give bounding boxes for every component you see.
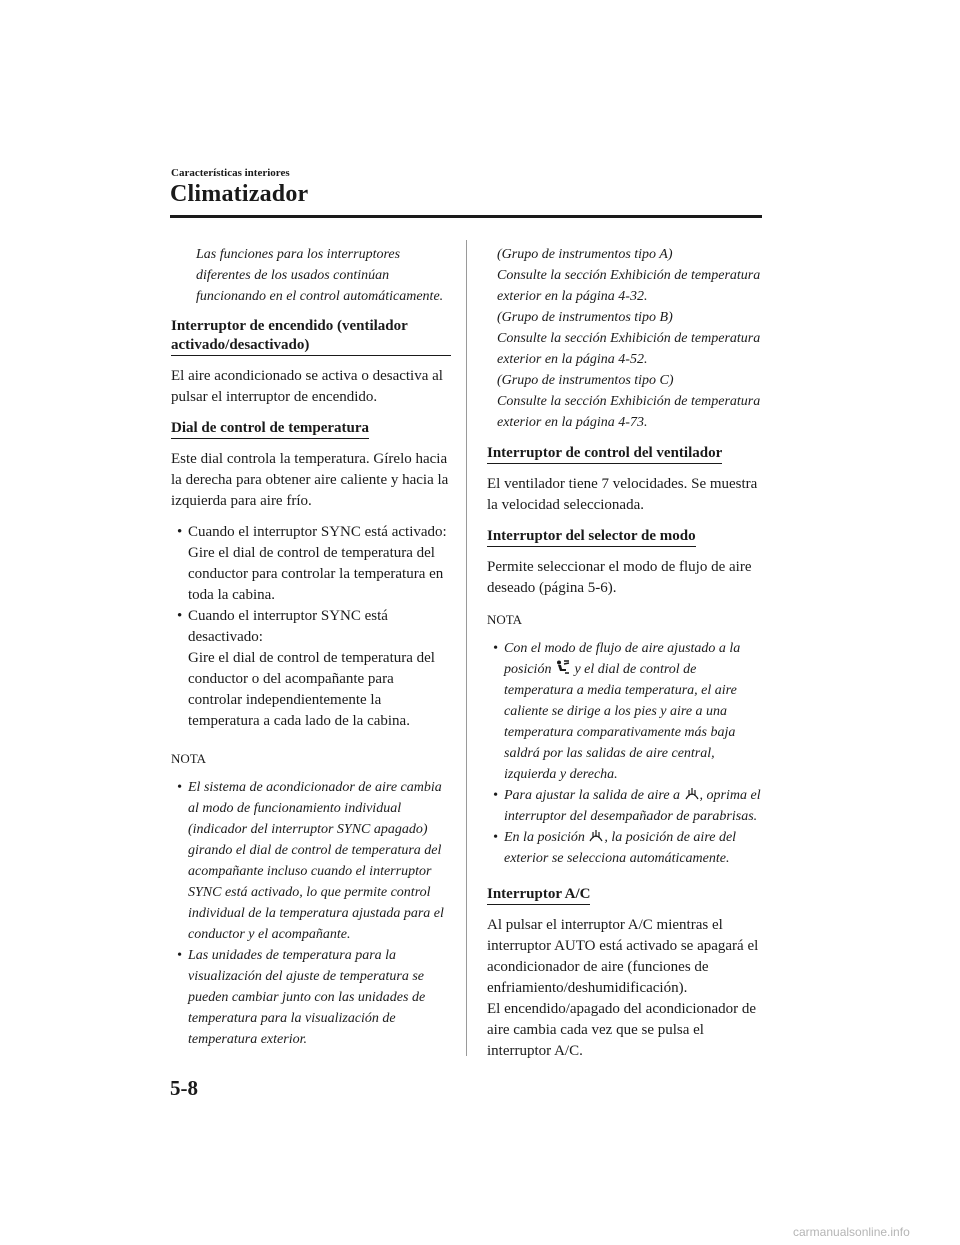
intro-note: Las funciones para los interruptores diferentes de los usados continúan funcionando en el control automáticamente. xyxy=(196,247,444,304)
temperature-dial-heading: Dial de control de temperatura xyxy=(171,419,369,439)
list-item xyxy=(491,827,767,869)
list-item xyxy=(175,522,451,606)
bullet-icon: • xyxy=(493,641,498,656)
list-item-text: Cuando el interruptor SYNC está desactivado: Gire el dial de control de temperatura del conductor o del acompañante para controlar independientemente la temperatura a cada lado de la cabina. xyxy=(188,608,435,729)
list-item-text: En la posición xyxy=(504,830,585,845)
list-item-text: Cuando el interruptor SYNC está activado: Gire el dial de control de temperatura del conductor para controlar la temperatura en toda la cabina. xyxy=(188,524,447,603)
list-item-text: Para ajustar la salida de aire a xyxy=(504,788,681,803)
defroster-icon xyxy=(684,786,700,801)
list-item xyxy=(175,777,451,945)
right-column xyxy=(487,244,767,1072)
bullet-icon: • xyxy=(177,524,183,540)
bullet-icon: • xyxy=(493,830,498,845)
column-divider xyxy=(466,240,467,1056)
note-list xyxy=(171,777,451,1050)
page-number: 5-8 xyxy=(170,1076,198,1100)
list-item xyxy=(175,606,451,732)
bullet-icon: • xyxy=(177,948,182,963)
list-item xyxy=(491,785,767,827)
ac-switch-text: Al pulsar el interruptor A/C mientras el interruptor AUTO está activado se apagará el acondicionador de aire (funciones de enfriamiento/deshumidificación). El encendido/apagado del acondicionador de aire cambia cada vez que se pulsa el interruptor A/C. xyxy=(487,917,759,1059)
mode-selector-text: Permite seleccionar el modo de flujo de aire deseado (página 5-6). xyxy=(487,559,752,596)
fan-control-heading: Interruptor de control del ventilador xyxy=(487,444,722,464)
mode-selector-heading: Interruptor del selector de modo xyxy=(487,527,696,547)
feet-windshield-mode-icon xyxy=(555,660,571,675)
fan-control-text: El ventilador tiene 7 velocidades. Se muestra la velocidad seleccionada. xyxy=(487,476,758,513)
list-item-text: , la posición de aire del exterior se selecciona automáticamente. xyxy=(504,830,737,866)
watermark: carmanualsonline.info xyxy=(793,1225,910,1239)
list-item-text: , oprima el interruptor del desempañador de parabrisas. xyxy=(504,788,761,824)
bullet-icon: • xyxy=(177,780,182,795)
page-title: Climatizador xyxy=(170,181,309,207)
cluster-reference: (Grupo de instrumentos tipo A) Consulte la sección Exhibición de temperatura exterior en la página 4-32. (Grupo de instrumentos tipo B) Consulte la sección Exhibición de temperatura exterior en la página 4-52. (Grupo de instrumentos tipo C) Consulte la sección Exhibición de temperatura exterior en la página 4-73. xyxy=(497,247,761,430)
list-item-text: El sistema de acondicionador de aire cambia al modo de funcionamiento individual (indicador del interruptor SYNC apagado) girando el dial de control de temperatura del acompañante incluso cuando el interruptor SYNC está activado, lo que permite control individual de la temperatura ajustada para el conductor y el acompañante. xyxy=(188,780,444,942)
section-label: Características interiores xyxy=(171,167,290,179)
temperature-list xyxy=(171,522,451,732)
list-item xyxy=(491,638,767,785)
list-item xyxy=(175,945,451,1050)
left-column xyxy=(171,244,451,1058)
power-switch-text: El aire acondicionado se activa o desactiva al pulsar el interruptor de encendido. xyxy=(171,368,443,405)
list-item-text: Con el modo de flujo de aire ajustado a la posición xyxy=(504,641,741,677)
list-item-text: y el dial de control de temperatura a media temperatura, el aire caliente se dirige a los pies y aire a una temperatura comparativamente más baja saldrá por las salidas de aire central, izquierda y derecha. xyxy=(504,662,737,782)
note-label: NOTA xyxy=(171,751,207,766)
title-rule xyxy=(170,215,762,218)
ac-switch-heading: Interruptor A/C xyxy=(487,885,590,905)
bullet-icon: • xyxy=(493,788,498,803)
note-list xyxy=(487,638,767,869)
temperature-dial-text: Este dial controla la temperatura. Gírelo hacia la derecha para obtener aire caliente y hacia la izquierda para aire frío. xyxy=(171,451,449,509)
power-switch-heading: Interruptor de encendido (ventilador activado/desactivado) xyxy=(171,317,451,356)
defroster-icon xyxy=(588,828,604,843)
note-label: NOTA xyxy=(487,612,523,627)
bullet-icon: • xyxy=(177,608,183,624)
list-item-text: Las unidades de temperatura para la visualización del ajuste de temperatura se pueden cambiar junto con las unidades de temperatura para la visualización de temperatura exterior. xyxy=(188,948,426,1047)
